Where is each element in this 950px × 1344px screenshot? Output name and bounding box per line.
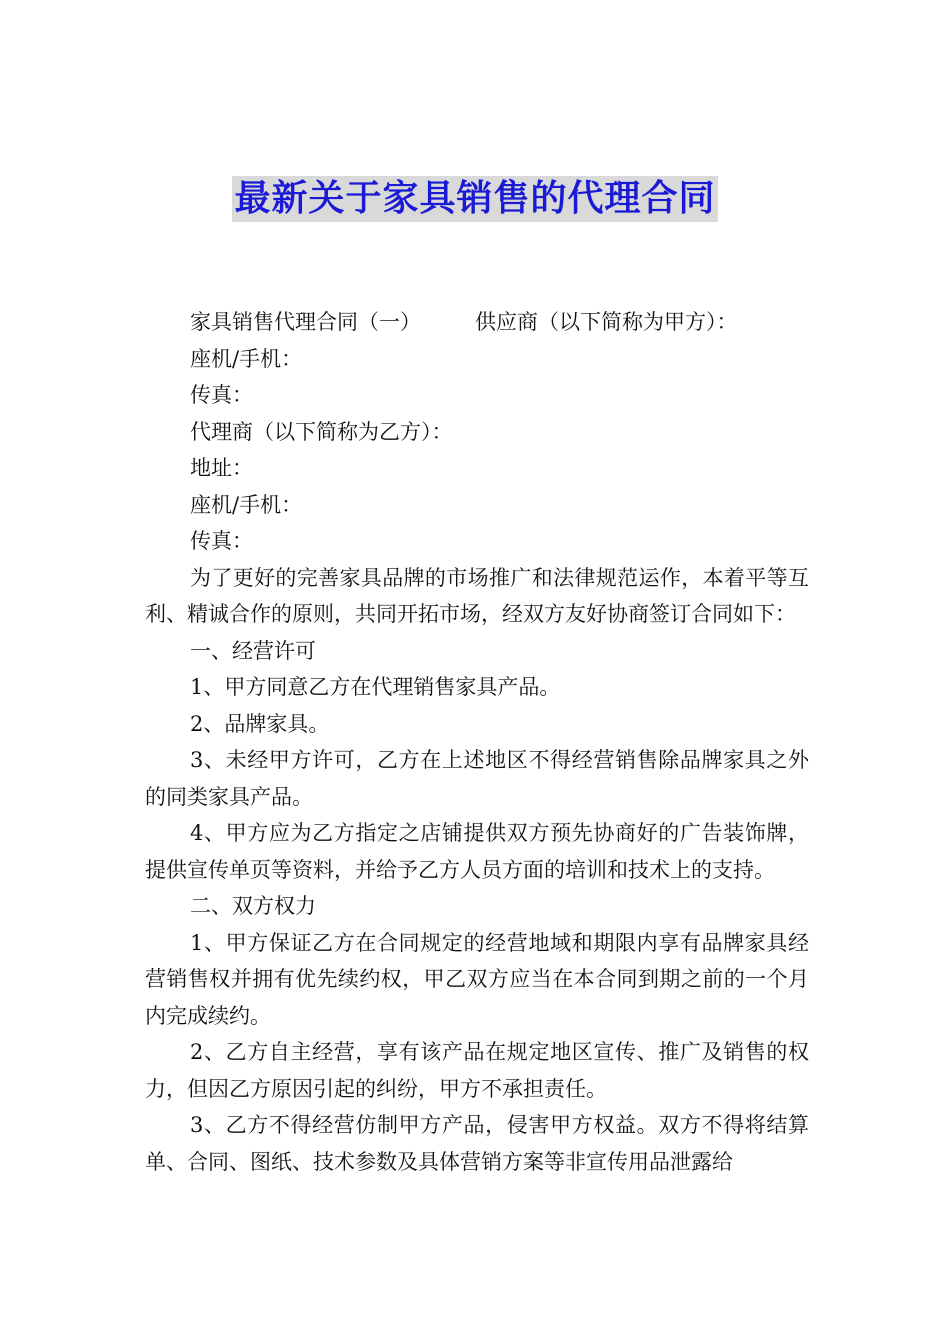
contract-subtitle: 家具销售代理合同（一） (190, 310, 421, 334)
header-line (145, 304, 809, 341)
paragraph: 1、甲方同意乙方在代理销售家具产品。 (190, 675, 561, 699)
paragraph: 1、甲方保证乙方在合同规定的经营地域和期限内享有品牌家具经营销售权并拥有优先续约权，甲乙双方应当在本合同到期之前的一个月内完成续约。 (145, 930, 809, 1028)
paragraph: 2、乙方自主经营，享有该产品在规定地区宣传、推广及销售的权力，但因乙方原因引起的纠纷，甲方不承担责任。 (145, 1040, 809, 1101)
document-body (145, 304, 809, 1180)
paragraph: 座机/手机： (190, 346, 303, 371)
paragraph: 传真： (190, 529, 253, 553)
title-container (0, 176, 950, 222)
paragraph: 4、甲方应为乙方指定之店铺提供双方预先协商好的广告装饰牌，提供宣传单页等资料，并给予乙方人员方面的培训和技术上的支持。 (145, 821, 809, 882)
section-heading: 二、双方权力 (190, 894, 316, 918)
paragraph: 地址： (190, 456, 253, 480)
paragraph: 3、乙方不得经营仿制甲方产品，侵害甲方权益。双方不得将结算单、合同、图纸、技术参数及具体营销方案等非宣传用品泄露给 (145, 1113, 809, 1174)
paragraph: 3、未经甲方许可，乙方在上述地区不得经营销售除品牌家具之外的同类家具产品。 (145, 748, 809, 809)
paragraph: 为了更好的完善家具品牌的市场推广和法律规范运作，本着平等互利、精诚合作的原则，共同开拓市场，经双方友好协商签订合同如下： (145, 565, 809, 626)
paragraph: 2、品牌家具。 (190, 711, 330, 736)
paragraph: 代理商（以下简称为乙方）： (190, 419, 453, 444)
document-title: 最新关于家具销售的代理合同 (232, 176, 717, 222)
paragraph: 传真： (190, 383, 253, 407)
supplier-label: 供应商（以下简称为甲方）： (475, 310, 738, 334)
paragraph: 座机/手机： (190, 492, 303, 517)
section-heading: 一、经营许可 (190, 638, 316, 663)
